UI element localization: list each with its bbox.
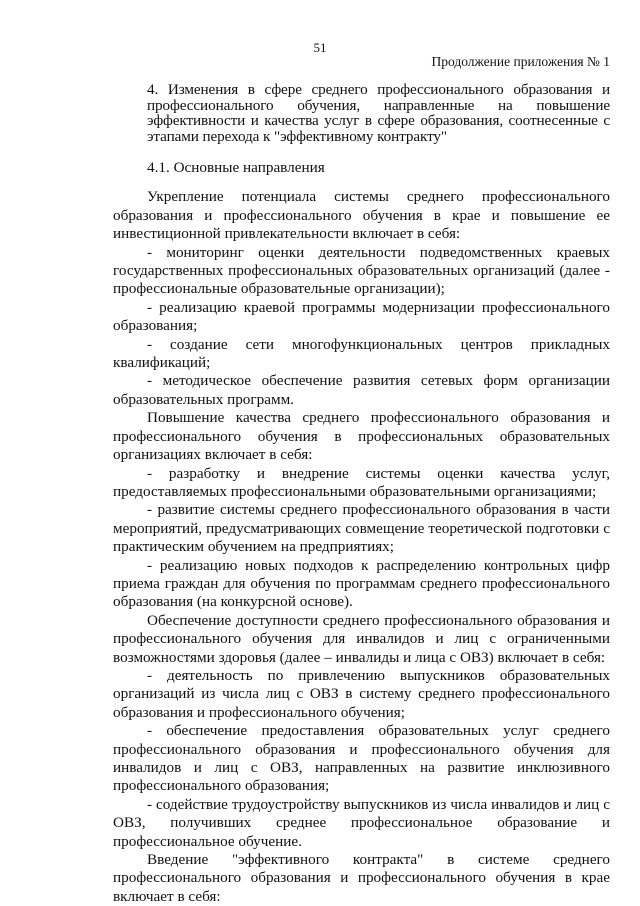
paragraph: Повышение качества среднего профессионального образования и профессионального обучения в профессиональных образовательных организациях включает в себя: [113,409,610,464]
paragraph: Введение "эффективного контракта" в системе среднего профессионального образования и профессионального обучения в крае включает в себя: [113,851,610,905]
list-item: - реализацию краевой программы модернизации профессионального образования; [113,298,610,335]
paragraph: Укрепление потенциала системы среднего профессионального образования и профессионального обучения в крае и повышение ее инвестиционной привлекательности включает в себя: [113,188,610,243]
list-item: - разработку и внедрение системы оценки качества услуг, предоставляемых профессиональными образовательными организациями; [113,464,610,500]
page-number: 51 [313,40,327,55]
list-item: - создание сети многофункциональных центров прикладных квалификаций; [113,335,610,372]
appendix-note: Продолжение приложения № 1 [431,54,610,69]
list-item: - развитие системы среднего профессионального образования в части мероприятий, предусматривающих совмещение теоретической подготовки с практическим обучением на предприятиях; [113,501,610,556]
list-item: - деятельность по привлечению выпускников образовательных организаций из числа лиц с ОВЗ в систему среднего профессионального образования и профессионального обучения; [113,666,610,721]
list-item: - реализацию новых подходов к распределению контрольных цифр приема граждан для обучения по программам среднего профессионального образования (на конкурсной основе). [113,556,610,611]
list-item: - обеспечение предоставления образовательных услуг среднего профессионального образования и профессионального обучения для инвалидов и лиц с ОВЗ, направленных на развитие инклюзивного профессионального образования; [113,722,610,795]
section-heading: 4. Изменения в сфере среднего профессионального образования и профессионального обучения, направленные на повышение эффективности и качества услуг в сфере образования, соотнесенные с этапами перехода к "эффективному контракту" [147,81,610,145]
section-subheading: 4.1. Основные направления [147,159,325,176]
list-item: - методическое обеспечение развития сетевых форм организации образовательных программ. [113,372,610,408]
paragraph: Обеспечение доступности среднего профессионального образования и профессионального обучения для инвалидов и лиц с ограниченными возможностями здоровья (далее – инвалиды и лица с ОВЗ) включает в себя: [113,611,610,666]
list-item: - содействие трудоустройству выпускников из числа инвалидов и лиц с ОВЗ, получивших среднее профессиональное образование и профессиональное обучение. [113,795,610,850]
document-body [113,82,610,906]
list-item: - мониторинг оценки деятельности подведомственных краевых государственных профессиональных образовательных организаций (далее - профессиональные образовательные организации); [113,243,610,298]
